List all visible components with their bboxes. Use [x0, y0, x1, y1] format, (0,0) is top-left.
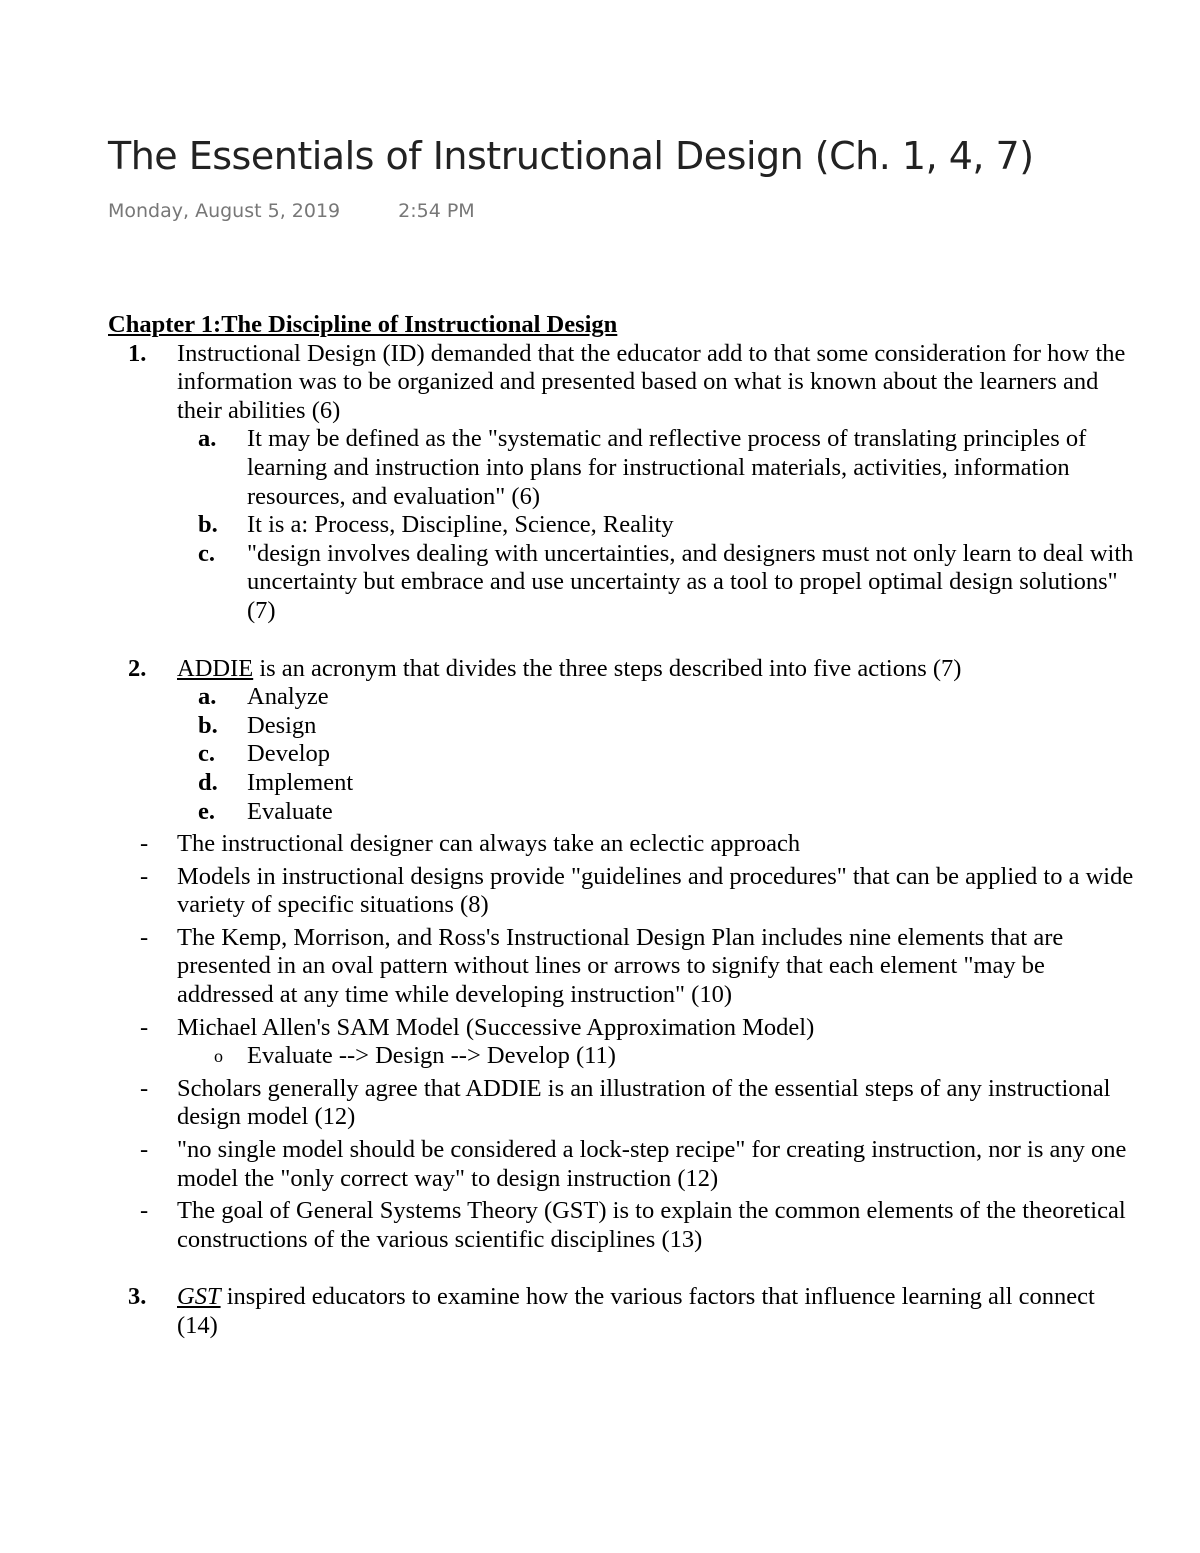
list-item-text: Develop: [247, 740, 330, 768]
dash-marker: -: [140, 1136, 149, 1164]
sub-item-1a: [108, 425, 1138, 511]
bullet-2: [108, 863, 1138, 920]
list-item-text: Implement: [247, 768, 354, 796]
page-time: 2:54 PM: [398, 200, 475, 222]
list-marker: e.: [198, 797, 215, 825]
bullet-4: [108, 1014, 1138, 1043]
list-item-text: Analyze: [247, 683, 329, 711]
sub-item-2b: [108, 712, 1138, 741]
dash-marker: -: [140, 1197, 149, 1225]
bullet-text: The goal of General Systems Theory (GST) is to explain the common elements of the theoretical constructions of the various scientific disciplines (13): [177, 1197, 1126, 1253]
bullet-3: [108, 924, 1138, 1010]
list-item-1: [108, 340, 1138, 426]
list-marker: d.: [198, 768, 218, 796]
bullet-text: "no single model should be considered a lock-step recipe" for creating instruction, nor is any one model the "only correct way" to design instruction (12): [177, 1136, 1127, 1192]
sub-item-2c: [108, 740, 1138, 769]
bullet-text: Michael Allen's SAM Model (Successive Approximation Model): [177, 1013, 815, 1041]
list-item-text: is an acronym that divides the three steps described into five actions (7): [253, 654, 962, 682]
bullet-6: [108, 1136, 1138, 1193]
dash-marker: -: [140, 923, 149, 951]
list-marker: a.: [198, 683, 217, 711]
dash-marker: -: [140, 830, 149, 858]
page-date: Monday, August 5, 2019: [108, 200, 341, 222]
list-item-text: It may be defined as the "systematic and reflective process of translating principles of learning and instruction into plans for instructional materials, activities, information resources, and evaluation" (6): [247, 425, 1087, 510]
dash-marker: -: [140, 1074, 149, 1102]
sam-sub-item: [108, 1042, 1138, 1071]
page-meta: [108, 200, 475, 222]
circle-bullet-icon: o: [214, 1046, 223, 1067]
bullet-text: The Kemp, Morrison, and Ross's Instructional Design Plan includes nine elements that are presented in an oval pattern without lines or arrows to signify that each element "may be addressed at any time while developing instruction" (10): [177, 923, 1064, 1009]
list-marker: 3.: [128, 1283, 147, 1311]
list-marker: b.: [198, 511, 218, 539]
bullet-7: [108, 1197, 1138, 1254]
bullet-text: Models in instructional designs provide "guidelines and procedures" that can be applied to a wide variety of specific situations (8): [177, 862, 1134, 919]
dash-marker: -: [140, 1013, 149, 1041]
list-marker: c.: [198, 740, 215, 768]
list-item-text: inspired educators to examine how the various factors that influence learning all connect (14): [177, 1283, 1095, 1339]
list-item-text: Instructional Design (ID) demanded that the educator add to that some consideration for how the information was to be organized and presented based on what is known about the learners and their abilities (6): [177, 339, 1126, 424]
list-marker: a.: [198, 425, 217, 453]
sub-item-2d: [108, 769, 1138, 798]
note-body: [108, 311, 1138, 1341]
sub-item-1c: [108, 540, 1138, 626]
addie-term: ADDIE: [177, 654, 254, 682]
gst-term: GST: [177, 1283, 221, 1311]
dash-marker: -: [140, 862, 149, 890]
list-item-3: [108, 1283, 1138, 1340]
bullet-text: The instructional designer can always take an eclectic approach: [177, 830, 801, 858]
list-marker: c.: [198, 539, 215, 567]
page-title: The Essentials of Instructional Design (Ch. 1, 4, 7): [108, 134, 1034, 178]
sub-item-2e: [108, 798, 1138, 827]
list-marker: 1.: [128, 339, 147, 367]
list-item-text: Evaluate --> Design --> Develop (11): [247, 1042, 616, 1070]
chapter-heading: Chapter 1:The Discipline of Instructional Design: [108, 311, 618, 338]
list-item-text: Design: [247, 711, 317, 739]
bullet-5: [108, 1075, 1138, 1132]
list-item-text: Evaluate: [247, 797, 333, 825]
list-item-text: "design involves dealing with uncertainties, and designers must not only learn to deal with uncertainty but embrace and use uncertainty as a tool to propel optimal design solutions" (7): [247, 539, 1134, 624]
sub-item-1b: [108, 511, 1138, 540]
bullet-text: Scholars generally agree that ADDIE is an illustration of the essential steps of any instructional design model (12): [177, 1074, 1111, 1131]
list-marker: 2.: [128, 654, 147, 682]
list-item-text: It is a: Process, Discipline, Science, Reality: [247, 511, 674, 539]
sub-item-2a: [108, 683, 1138, 712]
bullet-1: [108, 830, 1138, 859]
list-item-2: [108, 655, 1138, 684]
list-marker: b.: [198, 711, 218, 739]
